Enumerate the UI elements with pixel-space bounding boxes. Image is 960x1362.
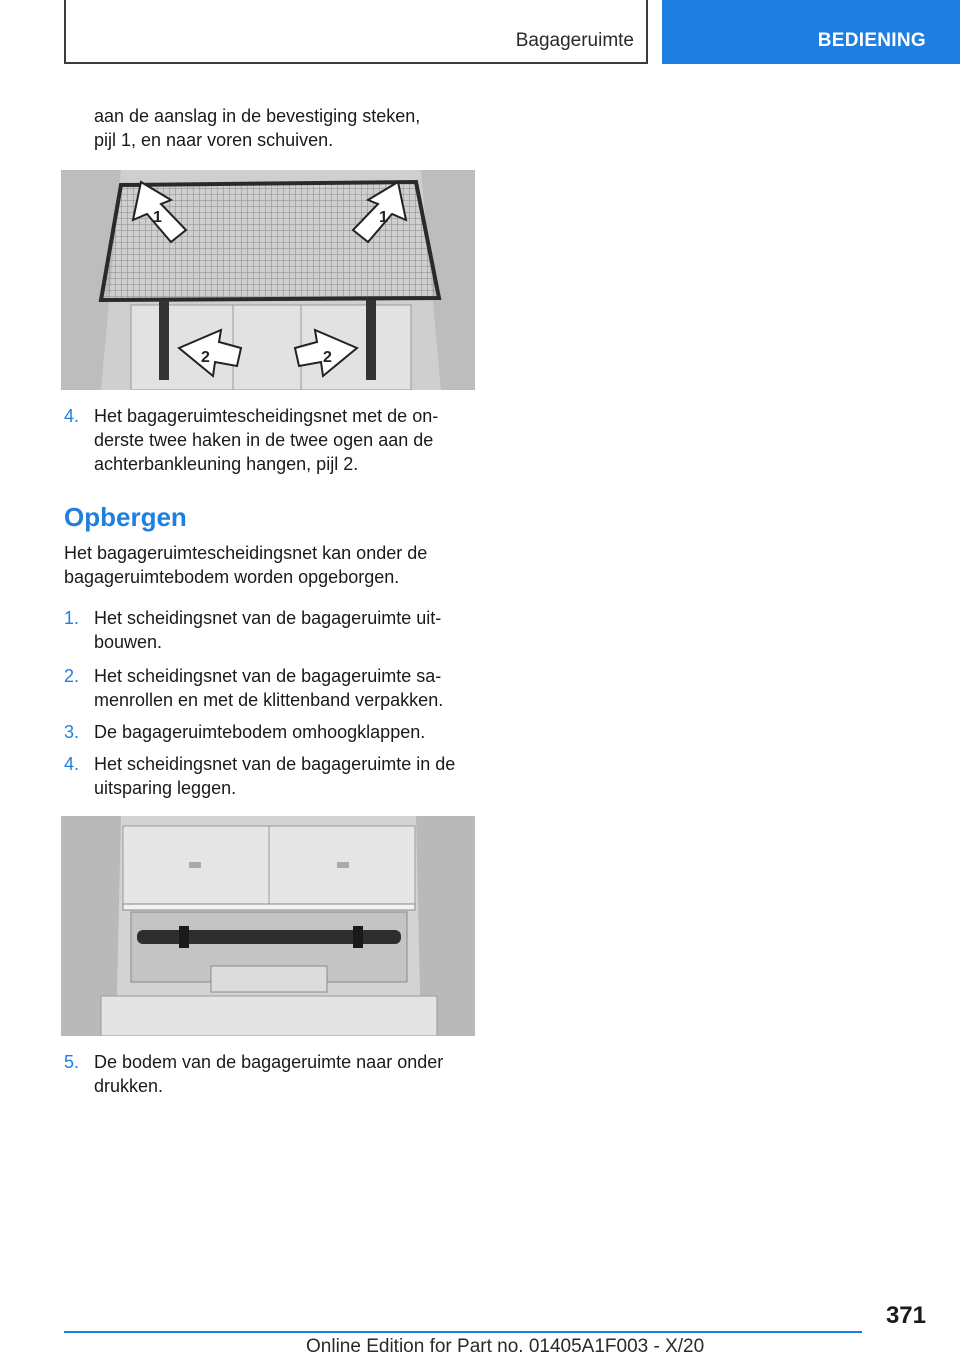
intro-text [94,104,484,152]
step-text-line: uitsparing leggen. [94,778,237,798]
arrow-label-1-right: 1 [379,209,388,226]
header-section-title: Bagageruimte [515,30,634,51]
footer-divider [64,1331,862,1333]
step-text-line: derste twee haken in de twee ogen aan de [94,430,434,450]
step-number: 2. [64,666,80,686]
step-number: 4. [64,754,80,774]
page-number: 371 [885,1302,926,1329]
step-text-line: De bodem van de bagageruimte naar onder [94,1052,444,1072]
header-chapter-title: BEDIENING [817,30,926,51]
step-number: 1. [64,608,80,628]
section-heading: Opbergen [64,502,187,532]
header-chapter-box [662,0,960,64]
figure-net-storage [61,816,475,1036]
step-text-line: Het scheidingsnet van de bagageruimte sa- [94,666,442,686]
section-intro [64,541,480,589]
figure-net-installation-illustration [61,170,475,390]
step-text-line: menrollen en met de klittenband verpakken. [94,690,444,710]
figure-net-installation [61,170,475,390]
figure-net-storage-illustration [61,816,475,1036]
header-section-box [64,0,648,64]
step-number: 3. [64,722,80,742]
step-number: 4. [64,406,80,426]
step-text-line: Het bagageruimtescheidingsnet met de on- [94,406,439,426]
step-text-line: bouwen. [94,632,163,652]
step-text-line: De bagageruimtebodem omhoogklappen. [94,722,426,742]
step-text-line: Het scheidingsnet van de bagageruimte in de [94,754,456,774]
intro-line-2: pijl 1, en naar voren schuiven. [94,130,334,150]
step-text-line: achterbankleuning hangen, pijl 2. [94,454,359,474]
arrow-label-1-left: 1 [153,209,162,226]
section-intro-line-2: bagageruimtebodem worden opgeborgen. [64,567,400,587]
intro-line-1: aan de aanslag in de bevestiging steken, [94,106,421,126]
arrow-label-2-left: 2 [201,349,210,366]
footer-edition: Online Edition for Part no. 01405A1F003 - X/20 [306,1336,705,1357]
section-intro-line-1: Het bagageruimtescheidingsnet kan onder de [64,543,428,563]
arrow-label-2-right: 2 [323,349,332,366]
step-text-line: Het scheidingsnet van de bagageruimte uit- [94,608,442,628]
step-text-line: drukken. [94,1076,164,1096]
step-number: 5. [64,1052,80,1072]
